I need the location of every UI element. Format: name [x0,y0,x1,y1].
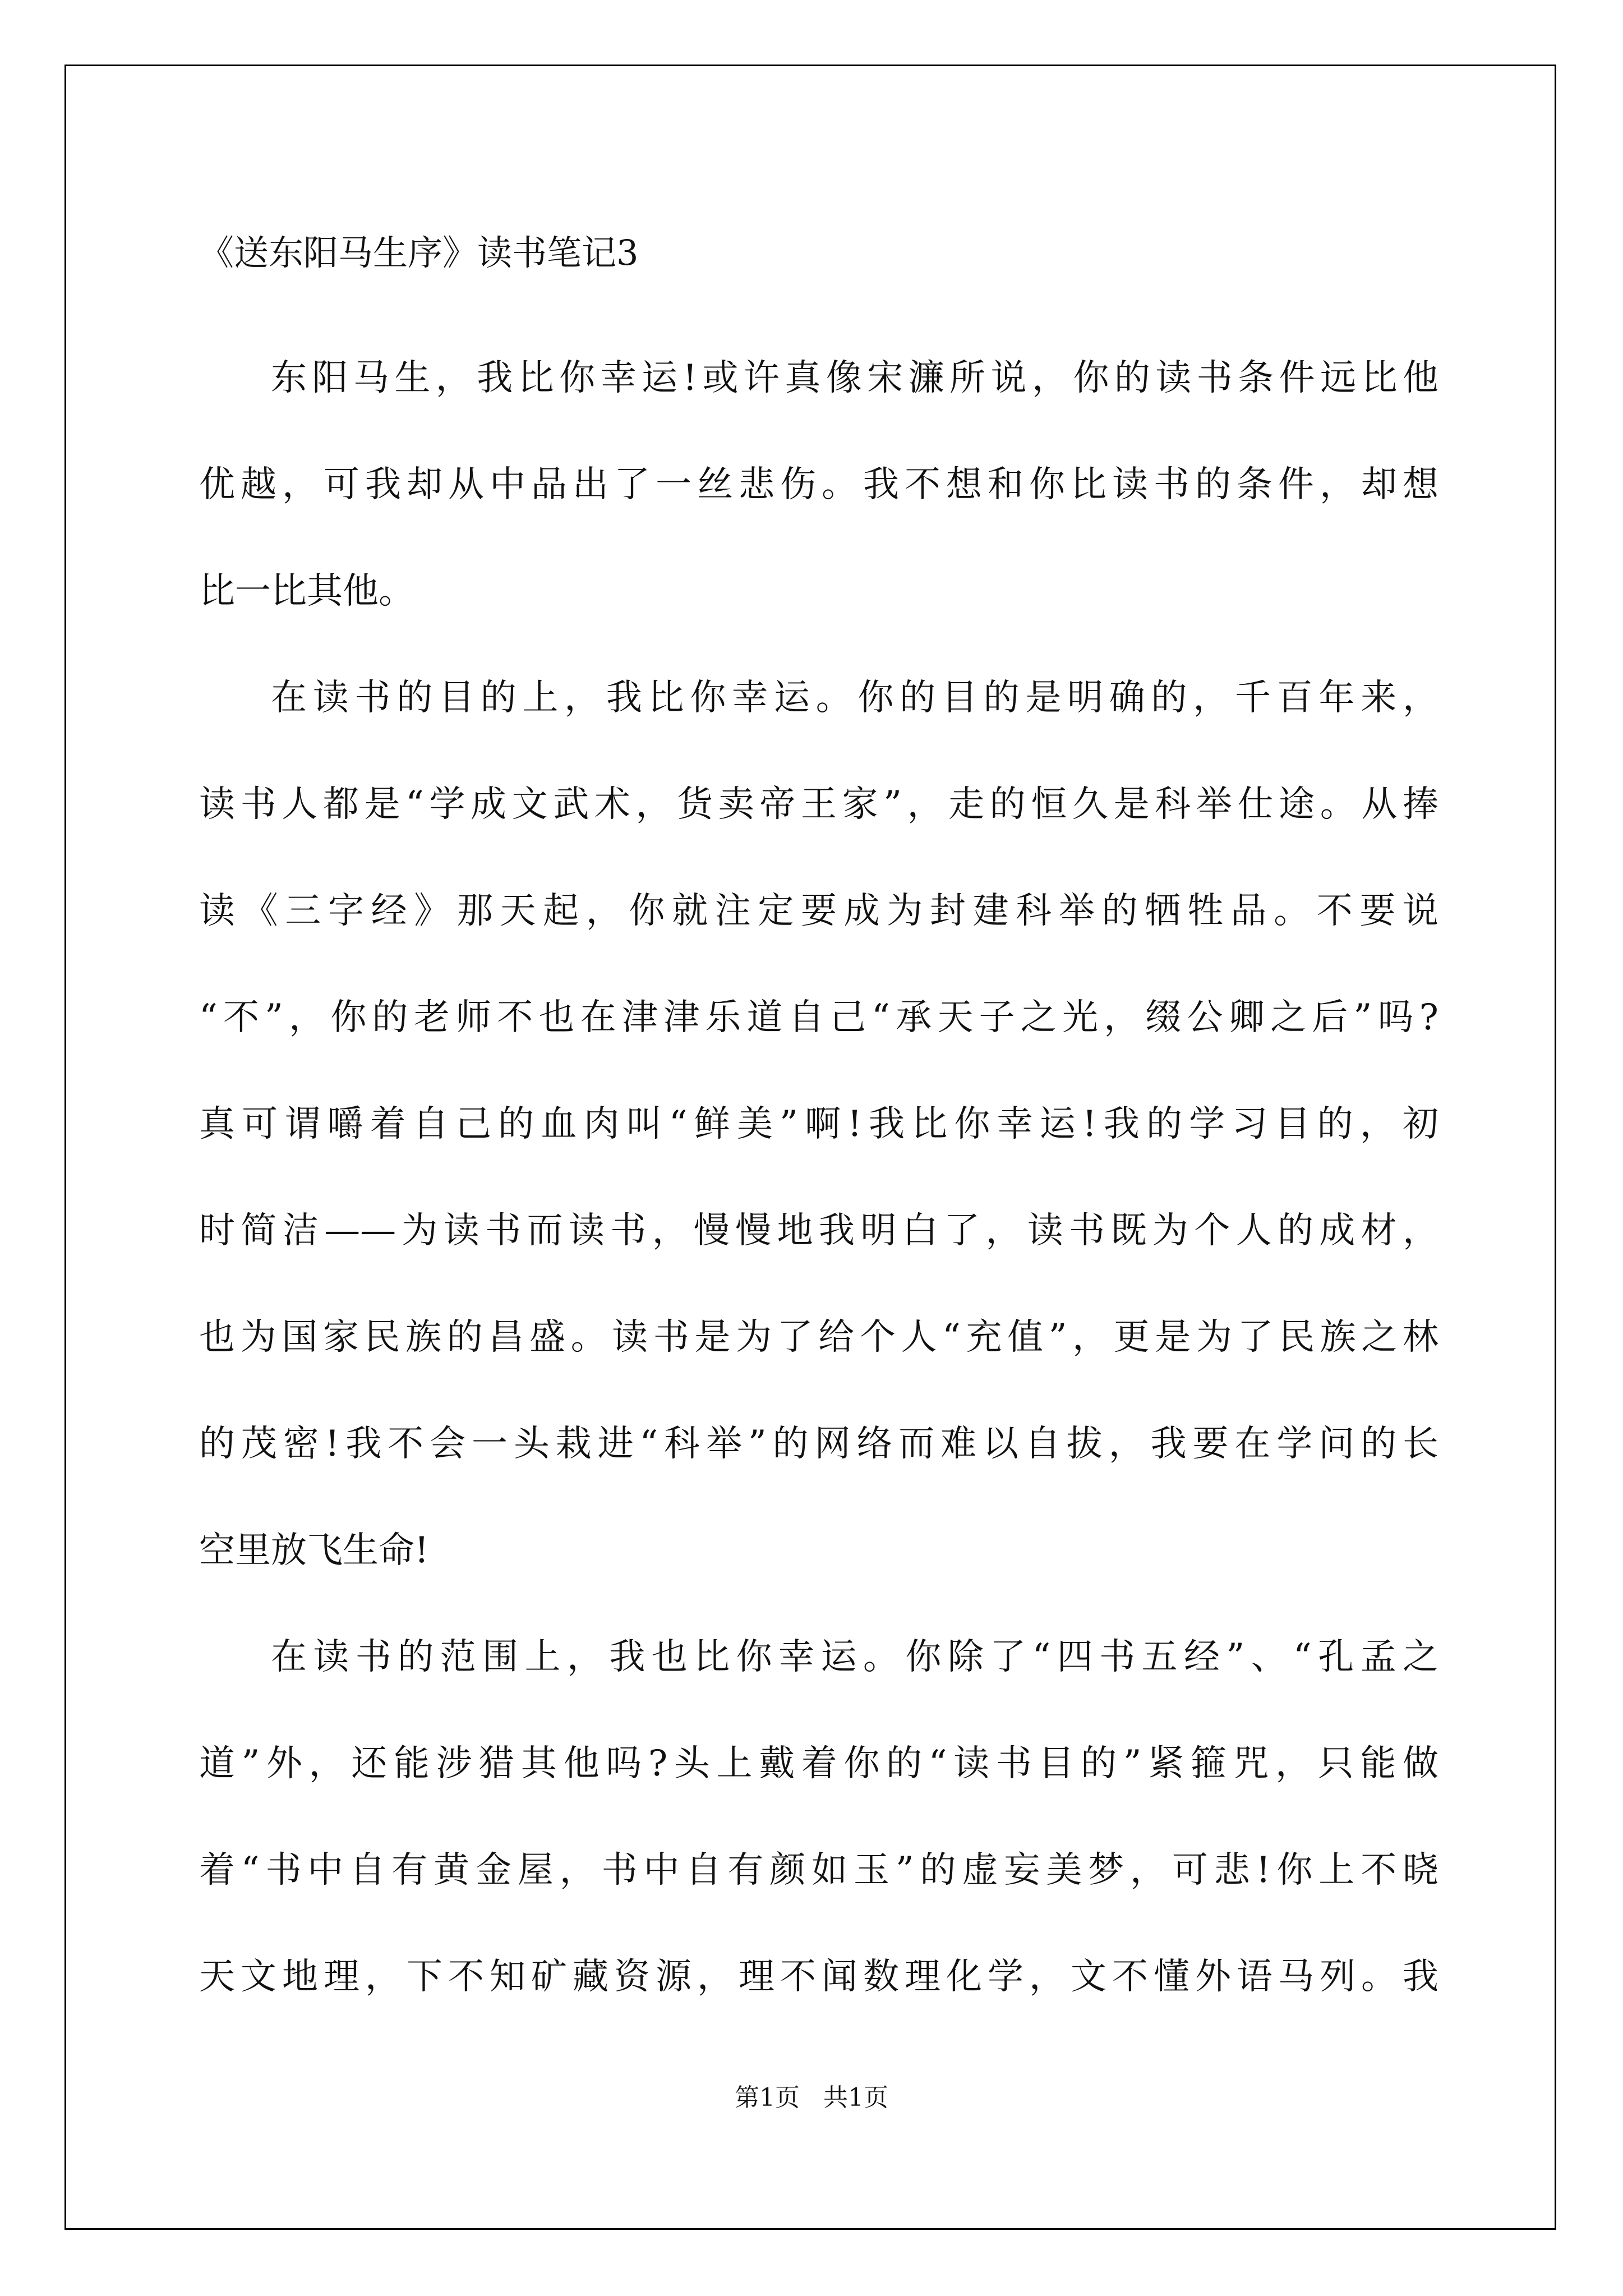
text-line: 在读书的目的上，我比你幸运。你的目的是明确的，千百年来， [271,677,1438,719]
text-line: 的茂密!我不会一头栽进“科举”的网络而难以自拔，我要在学问的长 [199,1423,1438,1465]
paragraph-3 [199,1604,1438,2030]
text-line: 真可谓嚼着自己的血肉叫“鲜美”啊!我比你幸运!我的学习目的，初 [199,1103,1438,1145]
document-title: 《送东阳马生序》读书笔记3 [199,232,639,273]
paragraph-2 [199,645,1438,1604]
text-line: 着“书中自有黄金屋，书中自有颜如玉”的虚妄美梦，可悲!你上不晓 [199,1849,1438,1891]
text-line: 优越，可我却从中品出了一丝悲伤。我不想和你比读书的条件，却想 [199,464,1438,505]
text-line: 读书人都是“学成文武术，货卖帝王家”，走的恒久是科举仕途。从捧 [199,784,1438,825]
page-footer: 第1页 共1页 [735,2083,888,2112]
document-body [199,222,1438,2030]
text-line: 也为国家民族的昌盛。读书是为了给个人“充值”，更是为了民族之林 [199,1317,1438,1358]
text-line: “不”，你的老师不也在津津乐道自己“承天子之光，缀公卿之后”吗? [199,997,1438,1038]
text-line: 时简洁——为读书而读书，慢慢地我明白了，读书既为个人的成材， [199,1210,1438,1251]
text-line: 空里放飞生命! [199,1530,429,1571]
text-line: 道”外，还能涉猎其他吗?头上戴着你的“读书目的”紧箍咒，只能做 [199,1743,1438,1784]
text-line: 在读书的范围上，我也比你幸运。你除了“四书五经”、“孔孟之 [271,1636,1438,1678]
paragraph-1 [199,325,1438,645]
text-line: 读《三字经》那天起，你就注定要成为封建科举的牺牲品。不要说 [199,890,1438,932]
text-line: 天文地理，下不知矿藏资源，理不闻数理化学，文不懂外语马列。我 [199,1956,1438,1998]
text-line: 比一比其他。 [199,570,414,612]
text-line: 东阳马生，我比你幸运!或许真像宋濂所说，你的读书条件远比他 [271,357,1438,399]
